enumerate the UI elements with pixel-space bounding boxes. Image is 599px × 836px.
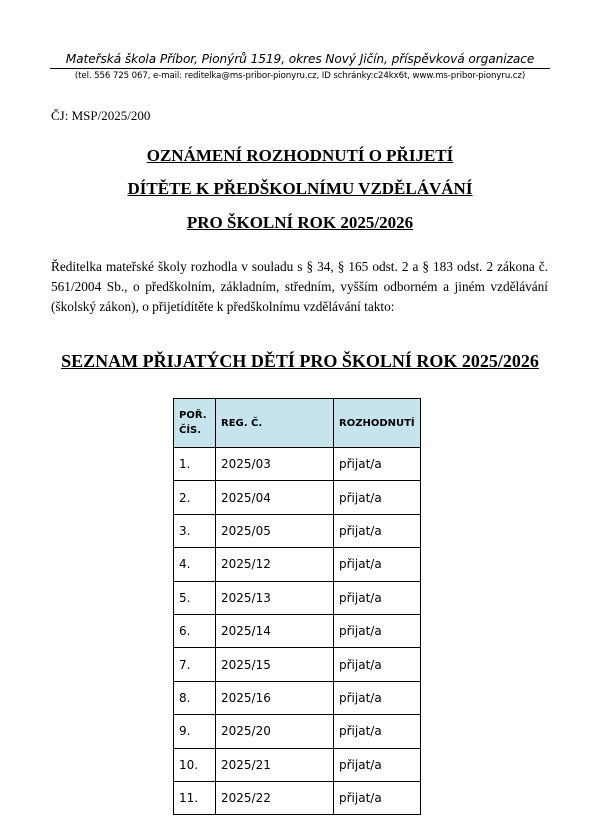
registration-number: 2025/13 bbox=[216, 581, 334, 614]
table-row bbox=[174, 581, 421, 614]
letterhead-contact: (tel. 556 725 067, e-mail: reditelka@ms-pribor-pionyru.cz, ID schránky:c24kx6t, www.ms-pribor-pionyru.cz) bbox=[74, 71, 526, 81]
table-row bbox=[174, 648, 421, 681]
row-number: 6. bbox=[174, 614, 216, 647]
table-header-row bbox=[174, 399, 421, 448]
row-number: 1. bbox=[174, 448, 216, 481]
table-row bbox=[174, 748, 421, 781]
row-number: 9. bbox=[174, 715, 216, 748]
registration-number: 2025/15 bbox=[216, 648, 334, 681]
registration-number: 2025/21 bbox=[216, 748, 334, 781]
table-row bbox=[174, 481, 421, 514]
reference-number: ČJ: MSP/2025/200 bbox=[51, 108, 151, 123]
decision-cell: přijat/a bbox=[334, 614, 421, 647]
registration-number: 2025/14 bbox=[216, 614, 334, 647]
registration-number: 2025/16 bbox=[216, 681, 334, 714]
table-row bbox=[174, 715, 421, 748]
letterhead-divider bbox=[50, 68, 550, 69]
decision-cell: přijat/a bbox=[334, 481, 421, 514]
table-row bbox=[174, 548, 421, 581]
document-title-line-3: PRO ŠKOLNÍ ROK 2025/2026 bbox=[186, 213, 414, 232]
decision-cell: přijat/a bbox=[334, 514, 421, 547]
row-number: 8. bbox=[174, 681, 216, 714]
row-number: 11. bbox=[174, 781, 216, 814]
table-row bbox=[174, 614, 421, 647]
decision-cell: přijat/a bbox=[334, 748, 421, 781]
list-title: SEZNAM PŘIJATÝCH DĚTÍ PRO ŠKOLNÍ ROK 2025/2026 bbox=[61, 351, 539, 371]
decision-cell: přijat/a bbox=[334, 548, 421, 581]
table-row bbox=[174, 448, 421, 481]
row-number: 7. bbox=[174, 648, 216, 681]
row-number: 2. bbox=[174, 481, 216, 514]
row-number: 3. bbox=[174, 514, 216, 547]
decision-cell: přijat/a bbox=[334, 648, 421, 681]
decision-cell: přijat/a bbox=[334, 581, 421, 614]
document-title-line-2: DÍTĚTE K PŘEDŠKOLNÍMU VZDĚLÁVÁNÍ bbox=[127, 179, 473, 198]
column-header-registration: REG. Č. bbox=[216, 399, 334, 448]
registration-number: 2025/04 bbox=[216, 481, 334, 514]
decision-cell: přijat/a bbox=[334, 681, 421, 714]
decision-cell: přijat/a bbox=[334, 715, 421, 748]
document-title-line-1: OZNÁMENÍ ROZHODNUTÍ O PŘIJETÍ bbox=[146, 146, 454, 165]
table-row bbox=[174, 514, 421, 547]
column-header-decision: ROZHODNUTÍ bbox=[334, 399, 421, 448]
decision-cell: přijat/a bbox=[334, 448, 421, 481]
admitted-children-table bbox=[173, 398, 421, 815]
column-header-order-line-1: POŘ. bbox=[179, 410, 207, 421]
registration-number: 2025/12 bbox=[216, 548, 334, 581]
registration-number: 2025/05 bbox=[216, 514, 334, 547]
registration-number: 2025/03 bbox=[216, 448, 334, 481]
row-number: 4. bbox=[174, 548, 216, 581]
column-header-order bbox=[174, 399, 216, 448]
row-number: 5. bbox=[174, 581, 216, 614]
letterhead-organization: Mateřská škola Příbor, Pionýrů 1519, okres Nový Jičín, příspěvková organizace bbox=[65, 52, 535, 66]
table-row bbox=[174, 781, 421, 814]
table-row bbox=[174, 681, 421, 714]
decision-cell: přijat/a bbox=[334, 781, 421, 814]
decision-paragraph: Ředitelka mateřské školy rozhodla v souladu s § 34, § 165 odst. 2 a § 183 odst. 2 zákona č. 561/2004 Sb., o předškolním, základním, středním, vyšším odborném a jiném vzdělávání (školský zákon), o přijetídítěte k předškolnímu vzdělávání takto: bbox=[51, 259, 548, 314]
column-header-order-line-2: ČÍS. bbox=[179, 425, 202, 436]
registration-number: 2025/22 bbox=[216, 781, 334, 814]
registration-number: 2025/20 bbox=[216, 715, 334, 748]
row-number: 10. bbox=[174, 748, 216, 781]
